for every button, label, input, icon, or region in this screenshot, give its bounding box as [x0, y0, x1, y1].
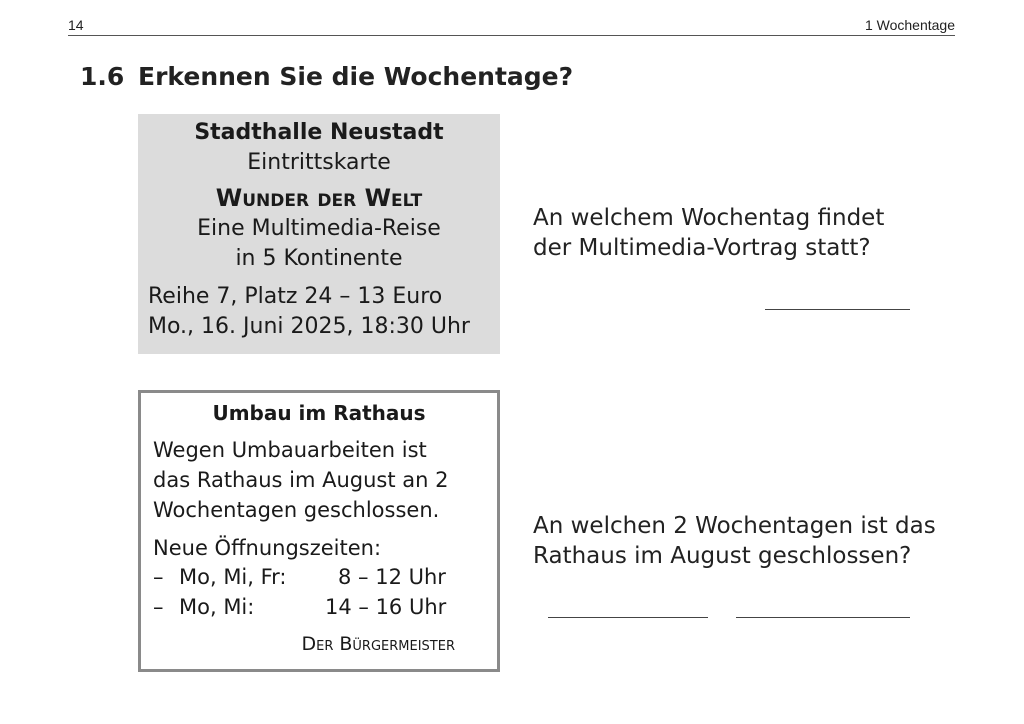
ticket-type: Eintrittskarte: [247, 150, 391, 175]
hours-row-2-time: 14 – 16 Uhr: [325, 595, 447, 619]
ticket-venue: Stadthalle Neustadt: [194, 120, 444, 145]
ticket-event: Wunder der Welt: [215, 184, 423, 212]
ticket-subtitle-1: Eine Multimedia-Reise: [197, 216, 441, 241]
section-heading: Erkennen Sie die Wochentage?: [138, 62, 574, 91]
answer-line-1[interactable]: [765, 309, 910, 310]
question-2-line-2: Rathaus im August geschlossen?: [533, 543, 912, 569]
section-title: [80, 62, 573, 91]
ticket-seat: Reihe 7, Platz 24 – 13 Euro: [148, 284, 443, 309]
notice-body-2: das Rathaus im August an 2: [153, 468, 449, 492]
question-1-line-1: An welchem Wochentag findet: [533, 205, 885, 231]
hours-label: Neue Öffnungszeiten:: [153, 536, 382, 560]
notice-signature: Der Bürgermeister: [301, 633, 455, 655]
hours-row-2-days: Mo, Mi:: [179, 595, 255, 619]
hours-row-1-dash: –: [153, 565, 164, 589]
chapter-title: 1 Wochentage: [864, 17, 955, 33]
answer-line-2a[interactable]: [548, 617, 708, 618]
notice-heading: Umbau im Rathaus: [212, 401, 426, 425]
header-divider: [68, 35, 955, 36]
question-2: [533, 511, 936, 571]
page-number: 14: [68, 17, 84, 33]
notice-card: [138, 390, 500, 672]
hours-row-1-time: 8 – 12 Uhr: [338, 565, 446, 589]
question-2-line-1: An welchen 2 Wochentagen ist das: [533, 513, 936, 539]
question-1: [533, 203, 884, 263]
notice-body-3: Wochentagen geschlossen.: [153, 498, 440, 522]
question-1-line-2: der Multimedia-Vortrag statt?: [533, 235, 871, 261]
ticket-card: [138, 114, 500, 354]
section-number: 1.6: [80, 62, 125, 91]
notice-body-1: Wegen Umbauarbeiten ist: [153, 438, 427, 462]
answer-line-2b[interactable]: [736, 617, 910, 618]
ticket-subtitle-2: in 5 Kontinente: [235, 246, 403, 271]
ticket-date: Mo., 16. Juni 2025, 18:30 Uhr: [148, 314, 470, 339]
hours-row-2-dash: –: [153, 595, 164, 619]
hours-row-1-days: Mo, Mi, Fr:: [179, 565, 287, 589]
